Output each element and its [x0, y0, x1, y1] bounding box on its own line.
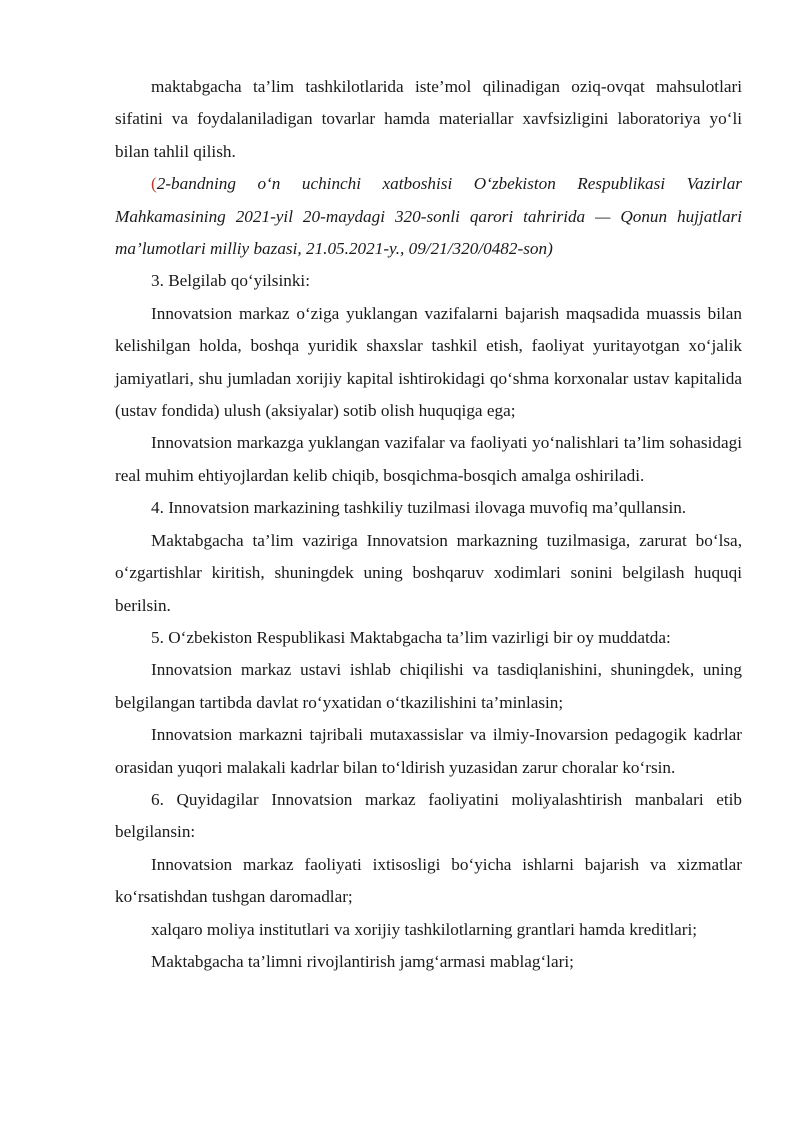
amendment-note — [115, 168, 742, 265]
paragraph-item-6-fund: Maktabgacha ta’limni rivojlantirish jamg‘armasi mablag‘lari; — [151, 951, 574, 971]
amendment-note-text: 2-bandning o‘n uchinchi xatboshisi O‘zbekiston Respublikasi Vazirlar Mahkamasining 2021-yil 20-maydagi 320-sonli qarori tahririda — Qonun hujjatlari ma’lumotlari milliy bazasi, 21.05.2021-y., 09/21/320/0482-son) — [115, 174, 742, 259]
paragraph-item-5-heading: 5. O‘zbekiston Respublikasi Maktabgacha ta’lim vazirligi bir oy muddatda: — [151, 627, 671, 647]
paragraph-item-5-staffing: Innovatsion markazni tajribali mutaxassislar va ilmiy-Inovarsion pedagogik kadrlar orasidan yuqori malakali kadrlar bilan to‘ldirish yuzasidan zarur choralar ko‘rsin. — [115, 725, 742, 777]
paragraph-item-6-income: Innovatsion markaz faoliyati ixtisosligi bo‘yicha ishlarni bajarish va xizmatlar ko‘rsatishdan tushgan daromadlar; — [115, 854, 742, 907]
paragraph-item-6-heading: 6. Quyidagilar Innovatsion markaz faoliyatini moliyalashtirish manbalari etib belgilansin: — [115, 789, 742, 842]
paragraph-item-5-charter: Innovatsion markaz ustavi ishlab chiqilishi va tasdiqlanishini, shuningdek, uning belgilangan tartibda davlat ro‘yxatidan o‘tkazilishini ta’minlasin; — [115, 660, 742, 712]
paragraph-item-3-heading: 3. Belgilab qo‘yilsinki: — [151, 271, 310, 291]
paragraph-item-4-minister: Maktabgacha ta’lim vaziriga Innovatsion markazning tuzilmasiga, zarurat bo‘lsa, o‘zgartishlar kiritish, shuningdek uning boshqaruv xodimlari sonini belgilash huquqi berilsin. — [115, 530, 742, 615]
paragraph-item-3-tasks: Innovatsion markazga yuklangan vazifalar va faoliyati yo‘nalishlari ta’lim sohasidagi real muhim ehtiyojlardan kelib chiqib, bosqichma-bosqich amalga oshiriladi. — [115, 433, 742, 485]
paragraph-lab-analysis: maktabgacha ta’lim tashkilotlarida iste’mol qilinadigan oziq-ovqat mahsulotlari sifatini va foydalaniladigan tovarlar hamda materiallar xavfsizligini laboratoriya yo‘li bilan tahlil qilish. — [115, 77, 742, 161]
paragraph-item-6-grants: xalqaro moliya institutlari va xorijiy tashkilotlarning grantlari hamda kreditlari; — [151, 919, 698, 939]
note-open-paren: ( — [151, 174, 157, 194]
paragraph-item-3-rights: Innovatsion markaz o‘ziga yuklangan vazifalarni bajarish maqsadida muassis bilan kelishilgan holda, boshqa yuridik shaxslar tashkil etish, faoliyat yuritayotgan xo‘jalik jamiyatlari, shu jumladan xorijiy kapital ishtirokidagi qo‘shma korxonalar ustav kapitalida (ustav fondida) ulush (aksiyalar) sotib olish huquqiga ega; — [115, 303, 742, 421]
paragraph-item-4: 4. Innovatsion markazining tashkiliy tuzilmasi ilovaga muvofiq ma’qullansin. — [151, 498, 687, 518]
document-page — [115, 71, 742, 978]
